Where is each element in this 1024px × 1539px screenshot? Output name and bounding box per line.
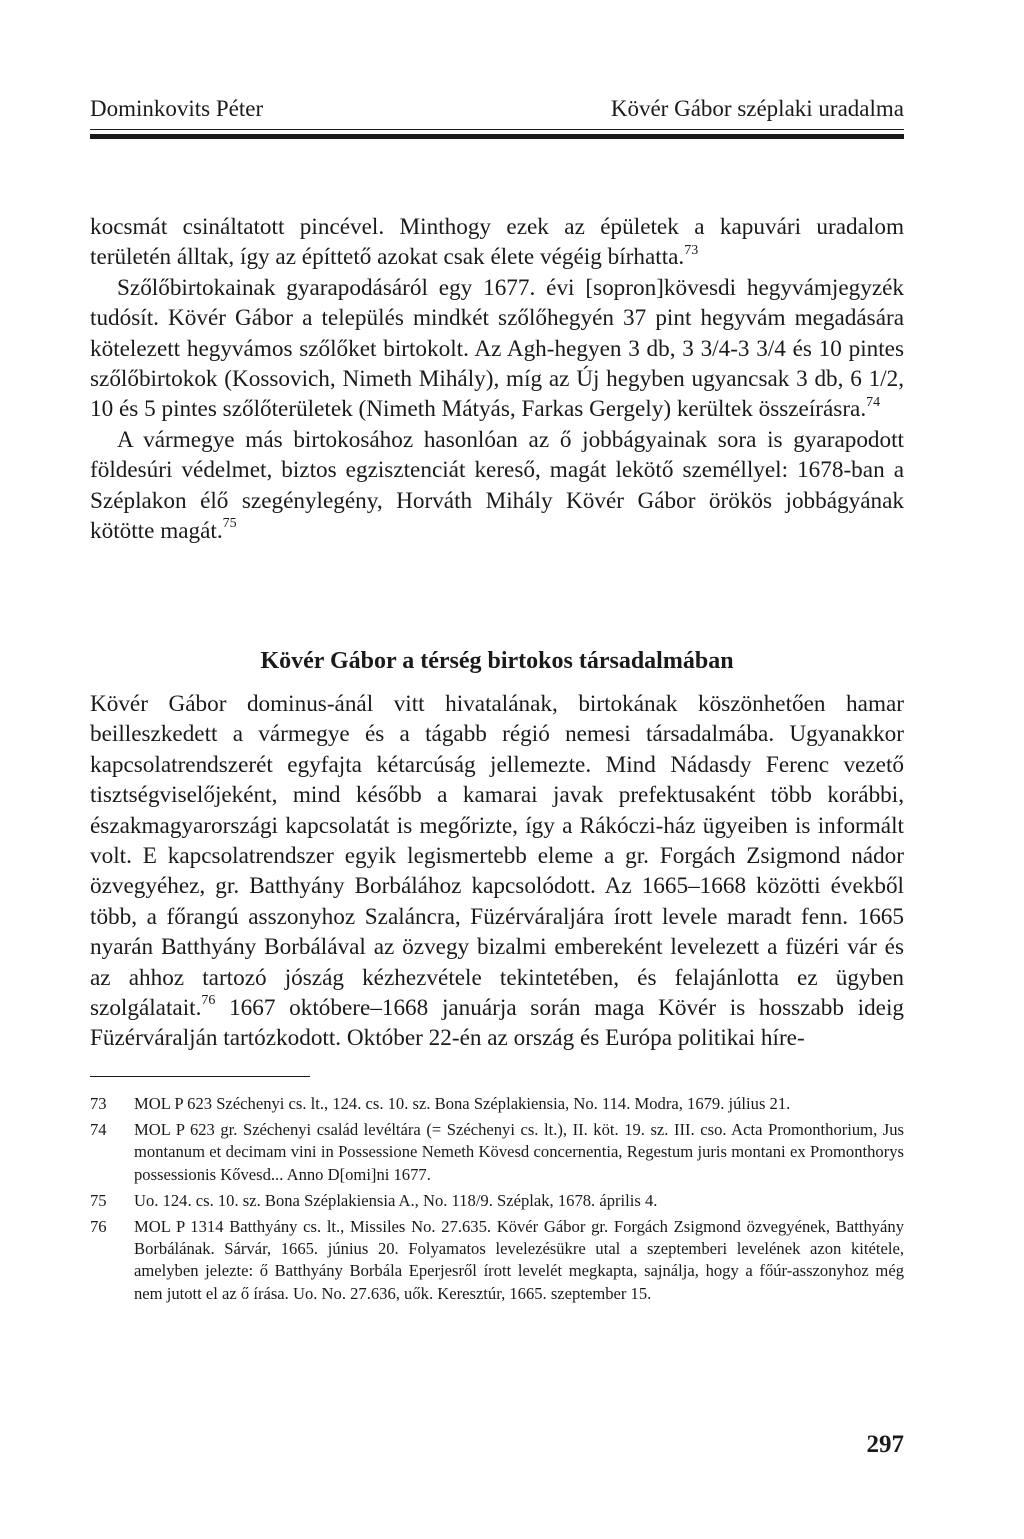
body-section-2 — [90, 689, 904, 1054]
footnotes — [90, 1093, 904, 1309]
footnote-number: 75 — [90, 1190, 107, 1210]
paragraph — [90, 273, 904, 425]
paragraph-text: Szőlőbirtokainak gyarapodásáról egy 1677. évi [sopron]kövesdi hegyvámjegyzék tudósít. Kövér Gábor a település mindkét szőlőhegyén 37 pint hegyvám megadására kötelezett hegyvámos szőlőket birtokolt. Az Agh-hegyen 3 db, 3 3/4-3 3/4 és 10 pintes szőlőbirtokok (Kossovich, Nimeth Mihály), míg az Új hegyben ugyancsak 3 db, 6 1/2, 10 és 5 pintes szőlőterületek (Nimeth Mátyás, Farkas Gergely) kerültek összeírásra. — [90, 274, 904, 423]
footnote — [90, 1119, 904, 1186]
running-head-author: Dominkovits Péter — [90, 96, 264, 121]
footnote — [90, 1216, 904, 1305]
page-number: 297 — [866, 1431, 904, 1458]
footnote-ref: 73 — [684, 242, 699, 258]
section-heading: Kövér Gábor a térség birtokos társadalmában — [260, 648, 734, 674]
footnote-text: MOL P 623 Széchenyi cs. lt., 124. cs. 10. sz. Bona Széplakiensia, No. 114. Modra, 1679. július 21. — [134, 1094, 791, 1113]
footnote-number: 74 — [90, 1120, 107, 1140]
running-head-title: Kövér Gábor széplaki uradalma — [610, 96, 904, 121]
footnote-text: Uo. 124. cs. 10. sz. Bona Széplakiensia A., No. 118/9. Széplak, 1678. április 4. — [134, 1190, 658, 1210]
body-section-1 — [90, 212, 904, 546]
footnote-ref: 75 — [222, 516, 237, 532]
paragraph-text: Kövér Gábor dominus-ánál vitt hivatalának, birtokának köszönhetően hamar beilleszkedett a vármegye és a tágabb régió nemesi társadalmába. Ugyanakkor kapcsolatrendszerét egyfajta kétarcúság jellemezte. Mind Nádasdy Ferenc vezető tisztségviselőjeként, mind később a kamarai javak prefektusaként több korábbi, északmagyarországi kapcsolatát is megőrizte, így a Rákóczi-ház ügyeiben is informált volt. E kapcsolatrendszer egyik legismertebb eleme a gr. Forgách Zsigmond nádor özvegyéhez, gr. Batthyány Borbálához kapcsolódott. Az 1665–1668 közötti évekből több, a főrangú asszonyhoz Szaláncra, Füzérváraljára írott levele maradt fenn. 1665 nyarán Batthyány Borbálával az özvegy bizalmi embereként levelezett a füzéri vár és az ahhoz tartozó jószág kézhezvétele tekintetében, és felajánlotta ez ügyben szolgálatait. — [90, 691, 904, 1022]
footnote-rule — [90, 1076, 310, 1077]
paragraph — [90, 689, 904, 1054]
header-rule-thin — [90, 129, 904, 130]
footnote — [90, 1093, 904, 1115]
paragraph-text: kocsmát csináltatott pincével. Minthogy ezek az épületek a kapuvári uradalom területén álltak, így az építtető azokat csak élete végéig bírhatta. — [90, 214, 904, 271]
footnote-text: MOL P 1314 Batthyány cs. lt., Missiles No. 27.635. Kövér Gábor gr. Forgách Zsigmond özvegyének, Batthyány Borbálának. Sárvár, 1665. június 20. Folyamatos levelezésükre utal a szeptemberi levelének azon kitétele, amelyben jelezte: ő Batthyány Borbála Eperjesről írott levelét megkapta, sajnálja, hogy a főúr-asszonyhoz még nem jutott el az ő írása. Uo. No. 27.636, uők. Keresztúr, 1665. szeptember 15. — [134, 1217, 904, 1303]
footnote-number: 76 — [90, 1217, 107, 1237]
footnote — [90, 1190, 904, 1212]
paragraph — [90, 212, 904, 273]
footnote-ref: 74 — [866, 394, 881, 410]
footnote-number: 73 — [90, 1094, 107, 1113]
paragraph-text: 1667 októbere–1668 januárja során maga Kövér is hosszabb ideig Füzérváralján tartózkodott. Október 22-én az ország és Európa politikai híre- — [90, 995, 904, 1052]
footnote-ref: 76 — [201, 993, 216, 1009]
paragraph — [90, 425, 904, 547]
paragraph-text: A vármegye más birtokosához hasonlóan az ő jobbágyainak sora is gyarapodott földesúri védelmet, biztos egzisztenciát kereső, magát lekötő személlyel: 1678-ban a Széplakon élő szegénylegény, Horváth Mihály Kövér Gábor örökös jobbágyának kötötte magát. — [90, 426, 904, 545]
footnote-text: MOL P 623 gr. Széchenyi család levéltára (= Széchenyi cs. lt.), II. köt. 19. sz. III. cso. Acta Promonthorium, Jus montanum et decimam vini in Possessione Nemeth Kövesd concernentia, Regestum juris montani ex Promonthorys possessionis Kővesd... Anno D[omi]ni 1677. — [134, 1120, 904, 1184]
running-head — [90, 96, 904, 128]
header-rule-thick — [90, 134, 904, 139]
